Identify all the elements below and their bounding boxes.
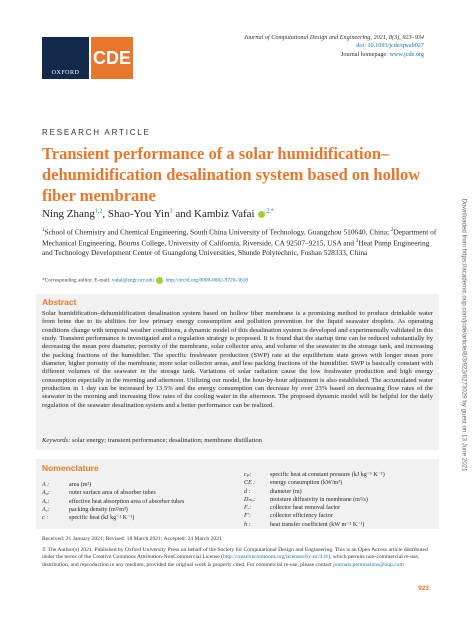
nom-desc: diameter (m) (270, 488, 302, 495)
article-history: Received: 21 January 2021; Revised: 18 March 2021; Accepted: 24 March 2021 (42, 536, 222, 542)
author-sup[interactable]: 1,2 (94, 208, 103, 215)
author-list (42, 208, 442, 220)
nomenclature-row (244, 471, 385, 479)
nom-symbol: Fᵣ: (244, 505, 252, 512)
cde-logo-text: CDE (92, 47, 131, 68)
nomenclature-row (244, 496, 385, 504)
nomenclature-row (244, 479, 385, 487)
nom-symbol: h : (244, 521, 251, 528)
nomenclature-row (42, 506, 184, 514)
nom-desc: specific heat at constant pressure (kJ kg⁻¹ K⁻¹) (270, 472, 385, 478)
affil-text: Heat Pump Engineering and Technology Development Center of Guangdong Universities, Shunde Polytechnic, Foshan 528333, China (42, 238, 430, 258)
license-part-a: © The Author(s) 2021. Published by Oxford University Press on behalf of the Society for Computational Design and Engineering. This is an Open Access article distributed under the terms of the Creative Commons Attribution-NonCommercial License ( (42, 547, 428, 561)
affil-text: Department of Mechanical Engineering, Bourns College, University of California, Riverside, CA 92507–9215, USA and (42, 227, 437, 248)
affil-sup: 2 (390, 228, 394, 233)
journal-citation: Journal of Computational Design and Engineering, 2021, 8(3), 923–934 (244, 34, 424, 41)
cde-logo (91, 37, 133, 79)
nom-symbol: A₀: (42, 490, 50, 497)
author-name: Ning Zhang (42, 208, 95, 220)
affil-text: School of Chemistry and Chemical Engineering, South China University of Technology, Guangzhou 510640, China; (44, 227, 391, 237)
nom-desc: specific heat (kJ kg⁻¹ K⁻¹) (69, 515, 135, 522)
nom-symbol: Aₑ: (42, 498, 50, 505)
affil-sup: 3 (355, 239, 359, 245)
homepage-link[interactable]: www.jcde.org (389, 50, 424, 58)
doi-link[interactable]: doi: 10.1093/jcde/qwab027 (356, 42, 424, 50)
nom-desc: collector heat removal factor (270, 505, 341, 512)
email-link[interactable]: vafai@engr.ucr.edu (111, 277, 154, 284)
nom-symbol: A : (42, 482, 50, 488)
nomenclature-row (42, 481, 184, 489)
corresponding-author (42, 277, 437, 284)
nom-desc: collector efficiency factor (270, 513, 333, 520)
homepage-label: Journal homepage: (340, 50, 390, 58)
author-sup[interactable]: 3 (169, 208, 173, 215)
journal-homepage (164, 51, 424, 59)
nom-symbol: c : (42, 515, 49, 522)
nomenclature-row (244, 488, 385, 496)
nomenclature-left-column (42, 481, 184, 522)
nomenclature-row (42, 489, 184, 497)
journal-info (164, 34, 424, 59)
page-number: 923 (418, 585, 429, 592)
permissions-email-link[interactable]: journals.permissions@oup.com (333, 561, 404, 568)
affiliations (42, 226, 437, 258)
keywords-text: solar energy; transient performance; desalination; membrane distillation (70, 437, 262, 444)
nom-symbol: A꜀: (42, 506, 50, 513)
nomenclature-row (244, 504, 385, 512)
nomenclature-row (244, 521, 385, 529)
orcid-link[interactable]: http://orcid.org/0000-0002-9720-3618 (165, 277, 248, 284)
oxford-logo (42, 37, 89, 79)
abstract-text: Solar humidification–dehumidification desalination system based on hollow fiber membrane is a promising method to produce drinkable water from brine due to its abilities for low primary energy consumption and pollution prevention for the liquid seawater droplets. As operating conditions change with temporal weather conditions, a dynamic model of this desalination system is developed and experimentally validated in this study. Transient performance is investigated and a regulation strategy is proposed. It is found that the startup time can be reduced substantially by decreasing the mean pore diameter, porosity of the membrane, solar collector area, and volume of the seawater in the storage tank, and increasing the packing fractions of the humidifier. The specific freshwater production (SWP) rate at the equilibrium state grows with longer mean pore diameter, higher porosity of the membrane, more solar collector areas, and less packing fractions of the humidifier. SWP is basically constant with different volumes of the seawater in the storage tank. Variations of solar radiation cause the low freshwater production and high energy consumption especially in the morning and afternoon. Utilizing our model, the hour-by-hour adjustment is also established. The accumulated water production in 1 day can be increased by 13.5% and the energy consumption can decrease by over 23% based on decreasing flow rates of the seawater in the morning and increasing flow rates of the cooling water in the afternoon. The proposed dynamic model will be helpful for the daily regulation of the seawater desalination system and a better performance can be realized. (42, 310, 433, 409)
article-type: RESEARCH ARTICLE (42, 128, 151, 137)
corresponding-label: *Corresponding author. E-mail: (42, 277, 112, 284)
keywords (42, 437, 433, 444)
article-title: Transient performance of a solar humidification–dehumidification desalination system based on hollow fiber membrane (42, 144, 421, 205)
license-part-b: ), which permits non-commercial re-use, distribution, and reproduction in any medium, provided the original work is properly cited. For commercial re-use, please contact (42, 554, 420, 568)
orcid-icon[interactable] (156, 277, 163, 284)
nom-desc: packing density (m²/m³) (69, 506, 128, 513)
nom-desc: energy consumption (kW/m³) (270, 480, 343, 487)
author-separator: , (102, 208, 108, 220)
license-text (42, 547, 437, 569)
nom-desc: effective heat absorption area of absorber tubes (69, 498, 185, 505)
nom-symbol: Dₘₑ: (244, 496, 256, 503)
nom-desc: moisture diffusivity in membrane (m²/s) (270, 496, 368, 503)
nom-desc: outer surface area of absorber tubes (69, 490, 156, 497)
author-separator: and (172, 208, 194, 220)
oxford-logo-text: OXFORD (51, 70, 80, 76)
orcid-icon[interactable] (258, 211, 265, 218)
nomenclature-row (42, 498, 184, 506)
nomenclature-right-column (244, 471, 385, 529)
keywords-label: Keywords: (42, 437, 71, 444)
license-link[interactable]: http://creativecommons.org/licenses/by-nc/4.0/ (222, 554, 329, 561)
nom-symbol: CE : (244, 480, 256, 487)
nom-desc: heat transfer coefficient (kW m⁻² K⁻¹) (270, 521, 365, 528)
download-side-note (460, 125, 468, 545)
nomenclature-row (42, 514, 184, 522)
abstract-heading: Abstract (42, 297, 77, 307)
nomenclature-heading: Nomenclature (42, 463, 99, 473)
download-side-note-text: Downloaded from https://academic.oup.com/jcde/article/8/3/923/6273029 by guest on 13 June 2021 (460, 198, 468, 472)
nom-desc: area (m²) (69, 482, 92, 488)
affil-sup: 1 (42, 228, 45, 233)
nom-symbol: cₚ: (244, 472, 252, 478)
author-sup[interactable]: 2,* (266, 208, 274, 215)
nom-symbol: d : (244, 488, 251, 495)
author-name: Shao-You Yin (107, 208, 170, 220)
nom-symbol: F′: (244, 513, 252, 520)
nomenclature-row (244, 512, 385, 520)
author-name: Kambiz Vafai (194, 208, 255, 220)
